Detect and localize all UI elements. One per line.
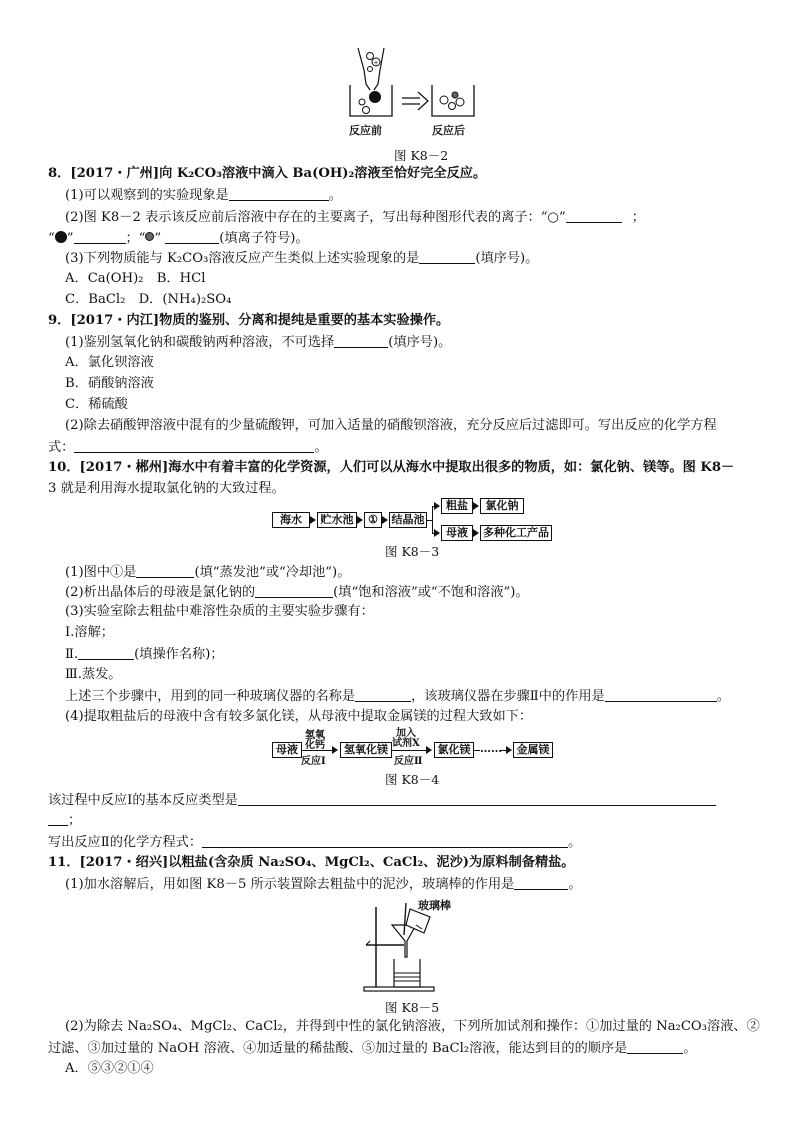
q9-part2b: 式： 。 xyxy=(48,440,328,455)
black-circle-icon xyxy=(55,231,67,243)
box-step1: ① xyxy=(364,512,382,528)
q10-part4: (4)提取粗盐后的母液中含有较多氯化镁，从母液中提取金属镁的过程大致如下： xyxy=(65,709,533,724)
q11-part2: (2)为除去 Na₂SO₄、MgCl₂、CaCl₂，并得到中性的氯化钠溶液，下列所加试剂和操作：①加过量的 Na₂CO₃溶液、② xyxy=(65,1019,760,1034)
box-magnesium-hydroxide: 氢氧化镁 xyxy=(340,742,392,758)
figure-caption: 图 K8－5 xyxy=(385,1000,440,1015)
q10-stem: 10．[2017・郴州]海水中有着丰富的化学资源，人们可以从海水中提取出很多的物质，如：氯化钠、镁等。图 K8－ xyxy=(48,460,735,475)
answer-blank[interactable] xyxy=(74,230,126,244)
answer-blank[interactable] xyxy=(136,564,194,578)
figure-caption: 图 K8－3 xyxy=(385,544,440,559)
answer-blank[interactable] xyxy=(419,250,475,264)
q9-option-b: B．硝酸钠溶液 xyxy=(65,376,154,391)
ion-black-circle xyxy=(369,91,381,103)
q8-part3: (3)下列物质能与 K₂CO₃溶液反应产生类似上述实验现象的是 (填序号)。 xyxy=(65,251,539,266)
q9-option-c: C．稀硫酸 xyxy=(65,397,128,412)
figure-k8-3 xyxy=(270,498,560,540)
q10-step2: Ⅱ. (填操作名称)； xyxy=(65,647,224,662)
answer-blank[interactable] xyxy=(74,439,314,453)
q10-part5-end: ； xyxy=(48,812,81,829)
q11-part2b: 过滤、③加过量的 NaOH 溶液、④加适量的稀盐酸、⑤加过量的 BaCl₂溶液，能达到目的的顺序是 。 xyxy=(48,1041,697,1056)
q10-part3: (3)实验室除去粗盐中难溶性杂质的主要实验步骤有： xyxy=(65,604,374,619)
answer-blank[interactable] xyxy=(566,209,622,223)
answer-blank[interactable] xyxy=(78,646,134,660)
box-mother-liquor: 母液 xyxy=(272,742,302,758)
answer-blank[interactable] xyxy=(165,230,219,244)
q9-part1: (1)鉴别氢氧化钠和碳酸钠两种溶液，不可选择 (填序号)。 xyxy=(65,335,452,350)
answer-blank[interactable] xyxy=(514,876,568,890)
figure-caption: 图 K8－2 xyxy=(394,148,449,163)
q8-options-cd: C．BaCl₂ D．(NH₄)₂SO₄ xyxy=(65,292,232,307)
q10-step1: Ⅰ.溶解； xyxy=(65,625,114,640)
box-seawater: 海水 xyxy=(272,512,310,528)
box-chemical-products: 多种化工产品 xyxy=(480,525,552,541)
answer-blank[interactable] xyxy=(334,334,388,348)
q10-part2: (2)析出晶体后的母液是氯化钠的 (填“饱和溶液”或“不饱和溶液”)。 xyxy=(65,585,529,600)
answer-blank[interactable] xyxy=(255,584,333,598)
q8-stem: 8．[2017・广州]向 K₂CO₃溶液中滴入 Ba(OH)₂溶液至恰好完全反应。 xyxy=(48,166,487,181)
before-label: 反应前 xyxy=(349,124,382,137)
ion-small-circle xyxy=(367,53,374,60)
answer-blank[interactable] xyxy=(48,812,68,826)
q11-part1: (1)加水溶解后，用如图 K8－5 所示装置除去粗盐中的泥沙，玻璃棒的作用是 。 xyxy=(65,877,582,892)
q9-stem: 9．[2017・内江]物质的鉴别、分离和提纯是重要的基本实验操作。 xyxy=(48,313,450,328)
q10-part5: 该过程中反应Ⅰ的基本反应类型是 xyxy=(48,792,716,809)
svg-text:+: + xyxy=(373,60,379,67)
answer-blank[interactable] xyxy=(355,688,411,702)
after-label: 反应后 xyxy=(432,124,465,137)
q10-part1: (1)图中①是 (填“蒸发池”或“冷却池”)。 xyxy=(65,565,351,580)
q8-part2b: “ ” ；“ ” (填离子符号)。 xyxy=(48,231,309,246)
q8-part1: (1)可以观察到的实验现象是 。 xyxy=(65,188,342,203)
q10-step3: Ⅲ.蒸发。 xyxy=(65,667,122,682)
figure-caption: 图 K8－4 xyxy=(385,772,440,787)
q11-stem: 11．[2017・绍兴]以粗盐(含杂质 Na₂SO₄、MgCl₂、CaCl₂、泥沙)为原料制备精盐。 xyxy=(48,855,575,870)
q10-stem2: 3 就是利用海水提取氯化钠的大致过程。 xyxy=(48,481,285,496)
box-magnesium-chloride: 氯化镁 xyxy=(434,742,474,758)
box-reservoir: 贮水池 xyxy=(317,512,357,528)
box-sodium-chloride: 氯化钠 xyxy=(480,498,524,514)
answer-blank[interactable] xyxy=(238,792,716,806)
answer-blank[interactable] xyxy=(229,187,329,201)
q9-option-a: A．氯化钡溶液 xyxy=(65,355,154,370)
box-magnesium-metal: 金属镁 xyxy=(513,742,553,758)
answer-blank[interactable] xyxy=(627,1040,683,1054)
q8-options-ab: A．Ca(OH)₂ B．HCl xyxy=(65,271,206,286)
answer-blank[interactable] xyxy=(605,688,717,702)
q11-option-a: A．⑤③②①④ xyxy=(65,1061,154,1076)
q10-part3-question: 上述三个步骤中，用到的同一种玻璃仪器的名称是 ，该玻璃仪器在步骤Ⅱ中的作用是 。 xyxy=(65,689,730,704)
box-mother-liquor: 母液 xyxy=(441,525,473,541)
figure-k8-4: 母液 氢氧 化钙 反应Ⅰ 氢氧化镁 加入 试剂X 反应Ⅱ 氯化镁 …… 金属镁 xyxy=(272,726,562,768)
answer-blank[interactable] xyxy=(202,834,568,848)
q9-part2: (2)除去硝酸钾溶液中混有的少量硫酸钾，可加入适量的硝酸钡溶液，充分反应后过滤即可。写出反应的化学方程 xyxy=(65,418,717,433)
glass-rod-label: 玻璃棒 xyxy=(418,899,451,912)
q8-part2a: (2)图 K8－2 表示该反应前后溶液中存在的主要离子，写出每种图形代表的离子：“○” ； xyxy=(65,210,645,225)
box-crystallizer: 结晶池 xyxy=(389,512,427,528)
q10-part6: 写出反应Ⅱ的化学方程式： 。 xyxy=(48,835,582,850)
box-crude-salt: 粗盐 xyxy=(441,498,473,514)
